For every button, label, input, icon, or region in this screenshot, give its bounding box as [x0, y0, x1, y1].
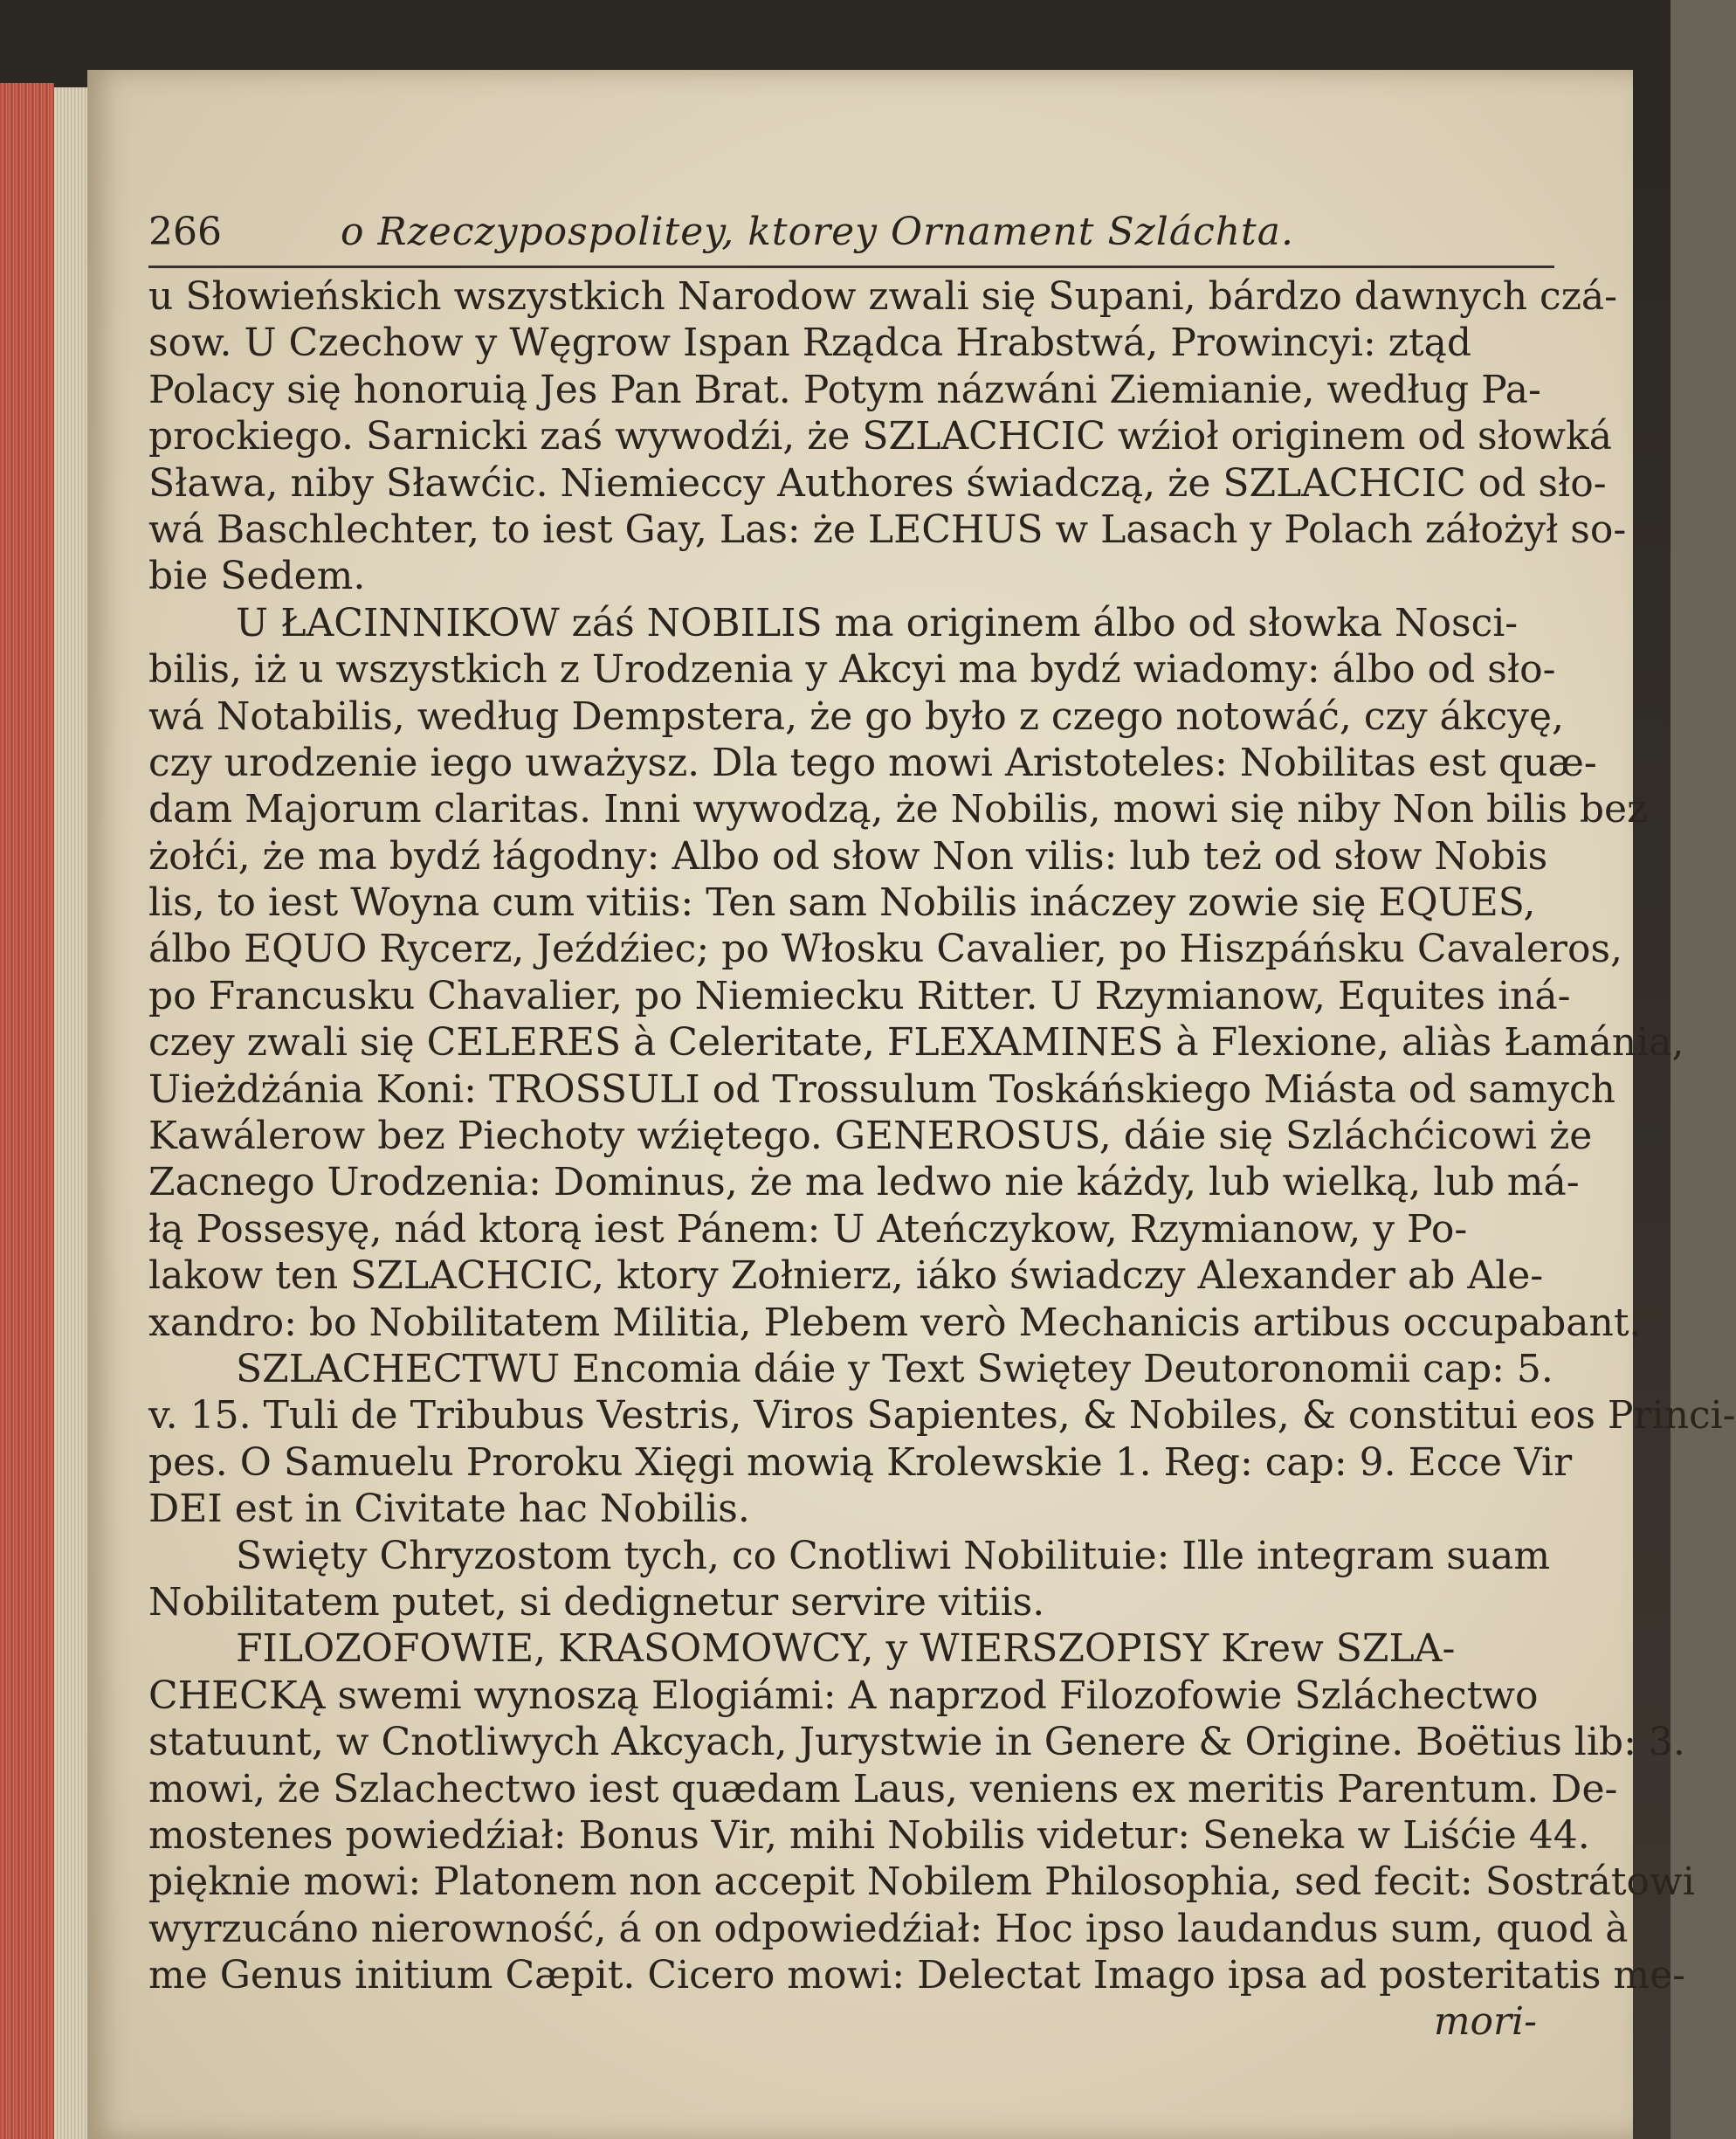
text-line: wyrzucáno nierowność, á on odpowiedźiał: Hoc ipso laudandus sum, quod à [148, 1906, 1629, 1951]
text-line: dam Majorum claritas. Inni wywodzą, że Nobilis, mowi się niby Non bilis bez [148, 787, 1648, 832]
text-line: u Słowieńskich wszystkich Narodow zwali się Supani, bárdzo dawnych czá- [148, 274, 1617, 319]
text-body [148, 273, 1736, 1998]
text-line: FILOZOFOWIE, KRASOMOWCY, y WIERSZOPISY Krew SZLA- [236, 1626, 1456, 1672]
text-line: mostenes powiedźiał: Bonus Vir, mihi Nobilis videtur: Seneka w Liśćie 44. [148, 1812, 1590, 1858]
text-line: me Genus initium Cæpit. Cicero mowi: Delectat Imago ipsa ad posteritatis me- [148, 1953, 1686, 1998]
page-content [148, 210, 1736, 2046]
book-fore-edge [0, 83, 54, 2139]
text-line: SZLACHECTWU Encomia dáie y Text Swiętey Deutoronomii cap: 5. [236, 1346, 1553, 1391]
text-line: sow. U Czechow y Węgrow Ispan Rządca Hrabstwá, Prowincyi: ztąd [148, 321, 1472, 366]
text-line: pięknie mowi: Platonem non accepit Nobilem Philosophia, sed fecit: Sostrátowi [148, 1860, 1695, 1905]
text-line: DEI est in Civitate hac Nobilis. [148, 1487, 750, 1532]
text-line: prockiego. Sarnicki zaś wywodźi, że SZLACHCIC wźioł originem od słowká [148, 414, 1612, 459]
text-line: wá Baschlechter, to iest Gay, Las: że LECHUS w Lasach y Polach záłożył so- [148, 507, 1627, 552]
text-line: lakow ten SZLACHCIC, ktory Zołnierz, iáko świadczy Alexander ab Ale- [148, 1253, 1544, 1299]
text-line: po Francusku Chavalier, po Niemiecku Ritter. U Rzymianow, Equites iná- [148, 973, 1571, 1018]
running-title: o Rzeczypospolitey, ktorey Ornament Szláchta. [341, 210, 1294, 254]
text-line: Kawálerow bez Piechoty wźiętego. GENEROSUS, dáie się Szláchćicowi że [148, 1114, 1593, 1159]
text-line: Nobilitatem putet, si dedignetur servire vitiis. [148, 1579, 1045, 1625]
text-line: Zacnego Urodzenia: Dominus, że ma ledwo nie káżdy, lub wielką, lub má- [148, 1160, 1580, 1205]
text-line: żołći, że ma bydź łágodny: Albo od słow Non vilis: lub też od słow Nobis [148, 833, 1548, 879]
text-line: Polacy się honoruią Jes Pan Brat. Potym názwáni Ziemianie, według Pa- [148, 367, 1541, 412]
text-line: U ŁACINNIKOW záś NOBILIS ma originem álbo od słowka Nosci- [236, 600, 1519, 645]
text-line: Sława, niby Sławćic. Niemieccy Authores świadczą, że SZLACHCIC od sło- [148, 460, 1607, 506]
text-line: lis, to iest Woyna cum vitiis: Ten sam Nobilis ináczey zowie się EQUES, [148, 880, 1536, 926]
text-line: pes. O Samuelu Proroku Xięgi mowią Krolewskie 1. Reg: cap: 9. Ecce Vir [148, 1439, 1573, 1485]
text-line: álbo EQUO Rycerz, Jeźdźiec; po Włosku Cavalier, po Hiszpáńsku Cavaleros, [148, 927, 1623, 972]
text-line: statuunt, w Cnotliwych Akcyach, Jurystwie in Genere & Origine. Boëtius lib: 3. [148, 1720, 1685, 1765]
text-line: mowi, że Szlachectwo iest quædam Laus, veniens ex meritis Parentum. De- [148, 1766, 1618, 1811]
page-number: 266 [148, 210, 222, 254]
text-line: xandro: bo Nobilitatem Militia, Plebem verò Mechanicis artibus occupabant. [148, 1300, 1642, 1345]
text-line: łą Possesyę, nád ktorą iest Pánem: U Ateńczykow, Rzymianow, y Po- [148, 1206, 1468, 1252]
text-line: Swięty Chryzostom tych, co Cnotliwi Nobilituie: Ille integram suam [236, 1533, 1551, 1578]
text-line: czy urodzenie iego uważysz. Dla tego mowi Aristoteles: Nobilitas est quæ- [148, 740, 1597, 785]
text-line: czey zwali się CELERES à Celeritate, FLEXAMINES à Flexione, aliàs Łamánia, [148, 1020, 1684, 1066]
page-header [148, 210, 1554, 268]
text-line: wá Notabilis, według Dempstera, że go było z czego notowáć, czy ákcyę, [148, 693, 1564, 739]
text-line: Uieżdżánia Koni: TROSSULI od Trossulum Toskáńskiego Miástа od samych [148, 1066, 1615, 1112]
text-line: v. 15. Tuli de Tribubus Vestris, Viros Sapientes, & Nobiles, & constitui eos Princi- [148, 1393, 1736, 1439]
catchword: mori- [1433, 1999, 1537, 2045]
text-line: bilis, iż u wszystkich z Urodzenia y Akcyi ma bydź wiadomy: álbo od sło- [148, 647, 1556, 693]
page-stack [54, 87, 89, 2139]
text-line: CHECKĄ swemi wynoszą Elogiámi: A naprzod Filozofowie Szláchectwo [148, 1673, 1539, 1718]
text-line: bie Sedem. [148, 554, 366, 599]
